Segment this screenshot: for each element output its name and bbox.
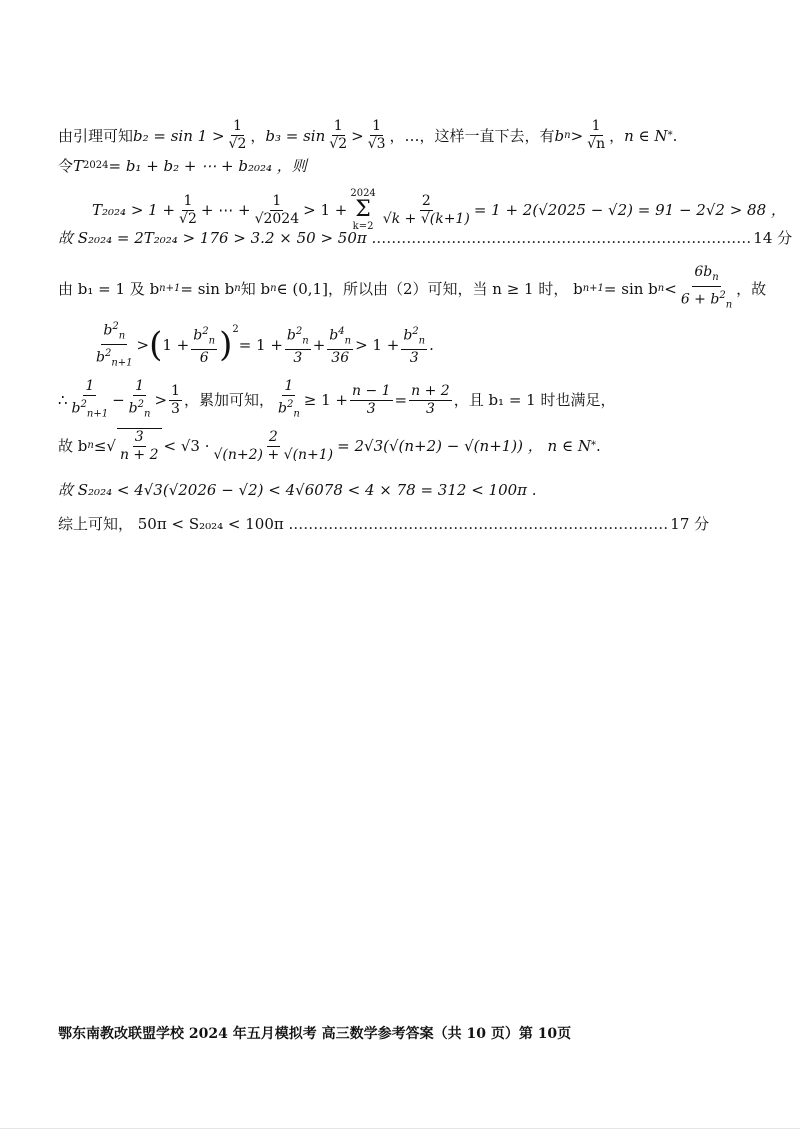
paren: ) — [219, 324, 233, 365]
line-8 — [58, 428, 601, 464]
num: n + 2 — [411, 382, 450, 399]
sub: n — [418, 335, 426, 347]
sub: n+1 — [86, 408, 109, 420]
fraction — [276, 378, 302, 422]
t: b — [329, 327, 339, 344]
math: ≤ — [93, 437, 107, 455]
sub: n — [293, 408, 300, 420]
fraction — [70, 378, 111, 422]
fraction — [401, 323, 427, 367]
math: + ⋯ + — [200, 201, 251, 219]
den — [276, 396, 302, 422]
num: 1 — [183, 192, 193, 209]
fraction — [381, 193, 472, 228]
text: . — [672, 126, 678, 145]
sup: * — [667, 129, 673, 141]
sup: 2 — [137, 399, 144, 410]
den: 3 — [293, 350, 303, 367]
num: n − 1 — [351, 382, 391, 399]
math: ∴ — [58, 391, 68, 410]
text: ，累加可知， — [183, 391, 274, 410]
t: b — [277, 400, 287, 417]
t: b — [128, 400, 138, 417]
sup: 2 — [202, 325, 209, 337]
den — [70, 396, 111, 422]
fraction — [327, 118, 349, 153]
line-3 — [92, 188, 786, 232]
text: ，故 — [736, 279, 767, 298]
leader-dots: ………………………………………………………………… — [293, 515, 669, 533]
num: 3 — [134, 429, 144, 445]
sub: n — [118, 330, 126, 342]
sup: 2 — [295, 325, 303, 337]
sub: n — [87, 440, 94, 451]
text: 知 b — [240, 279, 271, 298]
num: 2 — [421, 192, 431, 209]
math: > — [136, 335, 150, 354]
math: ≥ 1 + — [303, 391, 348, 410]
num: 1 — [591, 118, 601, 134]
den: 3 — [171, 400, 180, 417]
math: + — [312, 335, 326, 354]
fraction — [679, 264, 734, 313]
line-5 — [58, 264, 766, 313]
text: 令 — [58, 157, 74, 175]
t: b — [103, 322, 113, 339]
line-4 — [58, 228, 792, 248]
line-6 — [92, 318, 434, 372]
math: < √3 · — [163, 437, 210, 455]
line-10 — [58, 514, 709, 534]
sigma-icon: Σ — [355, 197, 371, 222]
text: . — [595, 437, 601, 455]
math: T₂₀₂₄ > 1 + — [92, 201, 176, 219]
sub: n+1 — [111, 357, 133, 369]
sub: n — [270, 282, 277, 294]
summation — [350, 188, 375, 232]
math: n ∈ N — [624, 126, 668, 145]
sum-bottom: k=2 — [352, 221, 374, 232]
math: > 1 + — [355, 335, 400, 354]
den: √3 — [367, 136, 386, 152]
num — [327, 323, 353, 350]
num: 1 — [233, 118, 242, 134]
den: √n — [587, 136, 606, 152]
num — [101, 318, 127, 345]
math: = 2√3(√(n+2) − √(n+1)) ， n ∈ N — [337, 437, 591, 455]
num — [191, 323, 217, 350]
den — [679, 287, 734, 313]
text: ， — [250, 126, 266, 145]
t: b — [286, 327, 296, 344]
sup: 2 — [104, 348, 112, 360]
t: b — [96, 350, 105, 367]
math: = 1 + — [238, 335, 283, 354]
page-footer: 鄂东南教改联盟学校 2024 年五月模拟考 高三数学参考答案（共 10 页）第 10页 — [58, 1026, 572, 1042]
text: = sin b — [180, 279, 235, 298]
sup: 2 — [80, 399, 87, 410]
sub: n — [712, 271, 719, 283]
sub: n — [564, 129, 571, 141]
math: 故 S₂₀₂₄ = 2T₂₀₂₄ > 176 > 3.2 × 50 > 50π . — [58, 229, 377, 247]
den: 3 — [409, 350, 419, 367]
math: > — [154, 391, 168, 410]
text: ，且 b₁ = 1 时也满足， — [453, 391, 616, 410]
text: 由 b₁ = 1 及 b — [58, 279, 160, 298]
fraction — [169, 383, 182, 418]
leader-dots: ………………………………………………………………… — [376, 229, 752, 247]
math: b — [554, 126, 565, 145]
sub: n — [208, 335, 216, 347]
fraction — [327, 323, 353, 367]
math: b₃ = sin — [265, 126, 326, 145]
num — [285, 323, 311, 350]
sub: 2024 — [83, 160, 109, 171]
t: b — [193, 327, 203, 344]
math: = — [394, 391, 408, 410]
sub: n — [657, 282, 665, 294]
den: n + 2 — [119, 447, 159, 463]
den: √k + √(k+1) — [382, 210, 470, 227]
sub: n — [302, 335, 309, 347]
sup: 2 — [286, 399, 294, 410]
text: < — [664, 279, 677, 298]
den: √2 — [179, 210, 197, 227]
math: 综上可知， 50π < S₂₀₂₄ < 100π . — [58, 515, 294, 533]
fraction — [585, 118, 607, 153]
num: 2 — [268, 428, 278, 445]
math: − — [112, 391, 125, 410]
math: = b₁ + b₂ + ⋯ + b₂₀₂₄ ，则 — [108, 157, 307, 175]
text: ， — [609, 126, 625, 145]
line-1 — [58, 118, 677, 153]
math: 故 S₂₀₂₄ < 4√3(√2026 − √2) < 4√6078 < 4 × 78 = 312 < 100π . — [58, 481, 537, 499]
bottom-rule — [0, 1128, 800, 1129]
text: 故 b — [58, 437, 88, 455]
fraction — [409, 383, 452, 418]
den: 36 — [331, 350, 350, 367]
sub: n — [234, 282, 241, 294]
math: T — [73, 157, 84, 175]
den — [127, 396, 153, 422]
score: 17 分 — [670, 515, 710, 533]
den: √(n+2) + √(n+1) — [213, 446, 334, 463]
sub: n — [725, 299, 733, 311]
num: 1 — [171, 382, 180, 399]
num — [401, 323, 427, 350]
fraction — [212, 429, 336, 464]
fraction — [94, 318, 135, 372]
t: 6b — [694, 264, 713, 280]
den — [94, 345, 135, 371]
num: 1 — [372, 118, 382, 134]
den: 6 — [199, 350, 209, 367]
line-9 — [58, 480, 537, 500]
sum-top: 2024 — [350, 188, 376, 199]
sub: n — [344, 335, 352, 347]
score: 14 分 — [753, 229, 793, 247]
num: 1 — [272, 192, 282, 209]
text: = sin b — [603, 279, 658, 298]
text: ∈ (0,1]，所以由（2）可知，当 n ≥ 1 时， b — [276, 279, 583, 298]
text: ，…，这样一直下去，有 — [389, 126, 555, 145]
num: 1 — [135, 378, 145, 394]
sup: 4 — [338, 325, 345, 337]
math: > — [351, 126, 364, 145]
text: . — [429, 335, 434, 354]
fraction — [253, 193, 302, 228]
sub: n+1 — [159, 282, 181, 294]
den: √2 — [228, 136, 247, 152]
t: b — [403, 327, 413, 344]
fraction — [127, 378, 153, 422]
sup: * — [590, 440, 596, 451]
num — [692, 264, 720, 287]
fraction — [227, 118, 249, 153]
text: 由引理可知 — [58, 126, 134, 145]
math: > 1 + — [303, 201, 348, 219]
sup: 2 — [719, 289, 726, 301]
den: √2024 — [254, 210, 300, 227]
sup: 2 — [112, 321, 119, 332]
den: 3 — [425, 400, 435, 417]
t: 6 + b — [680, 291, 720, 308]
sub: n+1 — [582, 282, 604, 294]
fraction — [117, 428, 162, 464]
fraction — [285, 323, 311, 367]
num: 1 — [85, 378, 95, 394]
num: 1 — [333, 118, 343, 134]
den: 3 — [366, 400, 376, 417]
fraction — [177, 193, 199, 228]
line-7 — [58, 378, 616, 422]
fraction — [366, 118, 388, 153]
sup: 2 — [412, 325, 419, 337]
math: = 1 + 2(√2025 − √2) = 91 − 2√2 > 88 ， — [473, 201, 786, 219]
num: 1 — [284, 378, 294, 394]
sub: n — [144, 408, 151, 420]
math: > — [570, 126, 584, 145]
fraction — [191, 323, 217, 367]
fraction — [350, 383, 393, 418]
paren: ( — [149, 324, 163, 365]
t: b — [71, 400, 81, 417]
math: b₂ = sin 1 > — [133, 126, 225, 145]
den: √2 — [329, 136, 348, 152]
sup: 2 — [232, 324, 239, 335]
line-2 — [58, 156, 307, 176]
sqrt-icon: √ — [106, 437, 116, 455]
math: 1 + — [162, 335, 190, 354]
